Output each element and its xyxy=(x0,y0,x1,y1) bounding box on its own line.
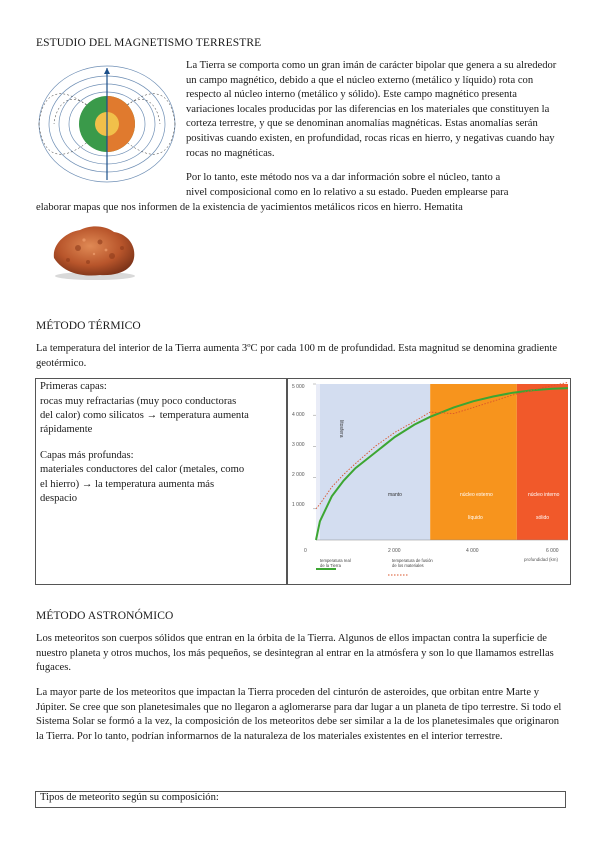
y-tick-label: 2 000 xyxy=(292,472,305,478)
band-manto xyxy=(320,384,430,540)
x-tick-label: 4 000 xyxy=(466,548,479,554)
cell-line-2: rocas muy refractarias (muy poco conductoras xyxy=(40,396,237,407)
cell-line-primeras-capas: Primeras capas: xyxy=(40,381,107,392)
cell-line-7: el hierro) → la temperatura aumenta más xyxy=(40,479,215,490)
magnetismo-paragraph-2-line3: elaborar mapas que nos informen de la existencia de yacimientos metálicos ricos en hierro. Hematita xyxy=(36,202,463,213)
x-tick-label: 0 xyxy=(304,548,307,554)
astronomico-paragraph-1: Los meteoritos son cuerpos sólidos que entran en la órbita de la Tierra. Algunos de ellos impactan contra la superficie de nuestro planeta y otros muchos, los más pequeños, se desintegran al entrar en la atmósfera y son lo que llamamos estrellas fugaces. xyxy=(36,633,554,674)
band-label-liquido: líquido xyxy=(468,515,483,521)
y-tick-label: 5 000 xyxy=(292,384,305,390)
magnetismo-paragraph-2-line2: nivel composicional como en lo relativo a su estado. Pueden emplearse para xyxy=(186,187,509,198)
x-axis-unit: profundidad (km) xyxy=(524,557,559,562)
legend-label-fusion-2: de los materiales xyxy=(392,563,424,568)
section-title-astronomico: MÉTODO ASTRONÓMICO xyxy=(36,610,174,622)
y-tick-label: 3 000 xyxy=(292,442,305,448)
cell-line-3: del calor) como silicatos → temperatura aumenta xyxy=(40,410,249,421)
cell-line-6: materiales conductores del calor (metales, como xyxy=(40,464,245,475)
legend-label-real-1: temperatura real xyxy=(320,558,351,563)
earth-magnetic-field-image xyxy=(36,60,178,188)
x-tick-label: 6 000 xyxy=(546,548,559,554)
magnetismo-paragraph-1: La Tierra se comporta como un gran imán de carácter bipolar que genera a su alrededor un campo magnético, debido a que el núcleo externo (metálico y líquido) rota con respecto al núcleo interno (metálico y sólido). Este campo magnético presenta variaciones locales producidas por las diferencias en los materiales que constituyen la corteza terrestre, y que se denominan anomalías magnéticas. Estas anomalías serán positivas cuando existen, en profundidad, rocas ricas en hierro, y negativas cuando hay rocas no magnéticas. xyxy=(186,60,557,159)
termico-paragraph: La temperatura del interior de la Tierra aumenta 3ºC por cada 100 m de profundidad. Esta magnitud se denomina gradiente geotérmico. xyxy=(36,343,558,369)
section-title-magnetismo: ESTUDIO DEL MAGNETISMO TERRESTRE xyxy=(36,37,262,49)
band-label-nucleo-externo: núcleo externo xyxy=(460,492,493,498)
cell-line-8: despacio xyxy=(40,493,78,504)
y-tick-label: 4 000 xyxy=(292,412,305,418)
hematite-rock-image xyxy=(48,220,140,282)
cell-line-4: rápidamente xyxy=(40,424,93,435)
x-tick-label: 2 000 xyxy=(388,548,401,554)
cell-line-capas-profundas: Capas más profundas: xyxy=(40,450,134,461)
magnetismo-paragraph-2-line1: Por lo tanto, este método nos va a dar información sobre el núcleo, tanto a xyxy=(186,172,501,183)
section-title-termico: MÉTODO TÉRMICO xyxy=(36,320,141,332)
legend-label-real-2: de la Tierra xyxy=(320,563,341,568)
band-label-nucleo-interno: núcleo interno xyxy=(528,492,560,498)
band-litosfera xyxy=(316,384,320,540)
legend-label-fusion-1: temperatura de fusión xyxy=(392,558,433,563)
band-label-solido: sólido xyxy=(536,515,550,521)
y-tick-label: 1 000 xyxy=(292,502,305,508)
band-label-litosfera: litosfera xyxy=(338,420,344,438)
band-label-manto: manto xyxy=(388,492,402,498)
geothermal-chart xyxy=(288,380,568,582)
meteorite-types-header: Tipos de meteorito según su composición: xyxy=(40,792,219,803)
astronomico-paragraph-2: La mayor parte de los meteoritos que impactan la Tierra proceden del cinturón de asteroides, que orbitan entre Marte y Júpiter. Se cree que son planetesimales que no llegaron a aglomerarse para dar lugar a un planeta de tipo terrestre. Si todo el Sistema Solar se formó a la vez, la composición de los meteoritos debe ser similar a la de los planetesimales que originaron la Tierra. Por lo tanto, podrían informarnos de la naturaleza de los materiales existentes en el interior terrestre. xyxy=(36,687,562,742)
